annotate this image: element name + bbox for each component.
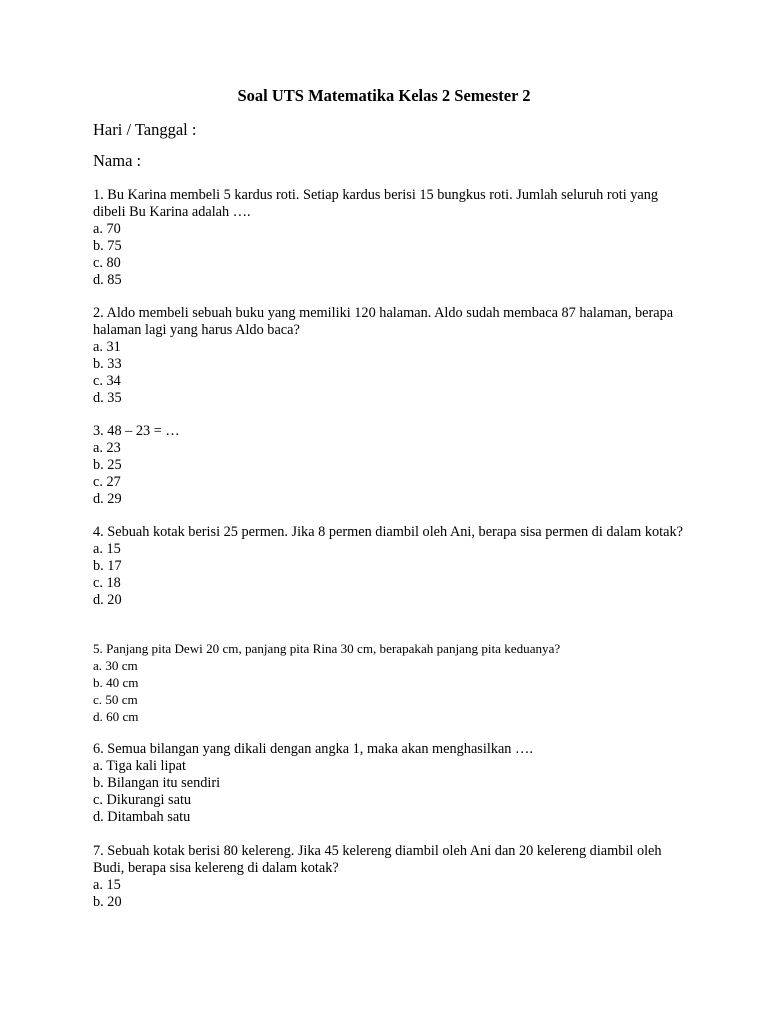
option-list — [93, 758, 693, 826]
option-c: c. 34 — [93, 372, 121, 389]
option-d: d. 29 — [93, 490, 122, 507]
question-2 — [93, 305, 693, 406]
question-1 — [93, 187, 693, 288]
option-b: b. 75 — [93, 237, 122, 254]
option-a: a. 30 cm — [93, 657, 138, 673]
page-title: Soal UTS Matematika Kelas 2 Semester 2 — [237, 86, 531, 105]
question-text: 7. Sebuah kotak berisi 80 kelereng. Jika 45 kelereng diambil oleh Ani dan 20 kelereng diambil oleh Budi, berapa sisa kelereng di dalam kotak? — [93, 843, 662, 876]
option-list — [93, 877, 693, 911]
name-field-label: Nama : — [93, 151, 142, 170]
option-b: b. 25 — [93, 456, 122, 473]
option-c: c. 50 cm — [93, 691, 138, 707]
question-text: 4. Sebuah kotak berisi 25 permen. Jika 8 permen diambil oleh Ani, berapa sisa permen di dalam kotak? — [93, 524, 683, 540]
option-list — [93, 339, 693, 407]
question-text: 2. Aldo membeli sebuah buku yang memiliki 120 halaman. Aldo sudah membaca 87 halaman, berapa halaman lagi yang harus Aldo baca? — [93, 305, 674, 338]
option-d: d. 20 — [93, 591, 122, 608]
option-a: a. 70 — [93, 220, 121, 237]
option-b: b. Bilangan itu sendiri — [93, 774, 221, 791]
option-c: c. 18 — [93, 574, 121, 591]
option-c: c. 27 — [93, 473, 121, 490]
option-a: a. 23 — [93, 439, 121, 456]
option-list — [93, 541, 693, 609]
option-list — [93, 221, 693, 289]
question-text: 3. 48 – 23 = … — [93, 423, 180, 439]
option-a: a. Tiga kali lipat — [93, 757, 186, 774]
question-7 — [93, 843, 693, 911]
question-text: 5. Panjang pita Dewi 20 cm, panjang pita Rina 30 cm, berapakah panjang pita keduanya? — [93, 641, 561, 656]
option-a: a. 31 — [93, 338, 121, 355]
option-b: b. 40 cm — [93, 674, 139, 690]
option-b: b. 20 — [93, 893, 122, 910]
question-text: 1. Bu Karina membeli 5 kardus roti. Setiap kardus berisi 15 bungkus roti. Jumlah seluruh roti yang dibeli Bu Karina adalah …. — [93, 187, 659, 220]
option-d: d. 85 — [93, 271, 122, 288]
question-5 — [93, 641, 693, 726]
option-c: c. Dikurangi satu — [93, 791, 192, 808]
option-d: d. Ditambah satu — [93, 808, 191, 825]
option-a: a. 15 — [93, 540, 121, 557]
question-6 — [93, 741, 693, 826]
question-text: 6. Semua bilangan yang dikali dengan angka 1, maka akan menghasilkan …. — [93, 741, 533, 757]
date-field-label: Hari / Tanggal : — [93, 120, 197, 139]
option-b: b. 17 — [93, 557, 122, 574]
option-a: a. 15 — [93, 876, 121, 893]
question-4 — [93, 524, 693, 609]
option-d: d. 35 — [93, 389, 122, 406]
option-list — [93, 658, 693, 726]
option-d: d. 60 cm — [93, 708, 139, 724]
question-3 — [93, 423, 693, 508]
option-b: b. 33 — [93, 355, 122, 372]
option-list — [93, 440, 693, 508]
option-c: c. 80 — [93, 254, 121, 271]
